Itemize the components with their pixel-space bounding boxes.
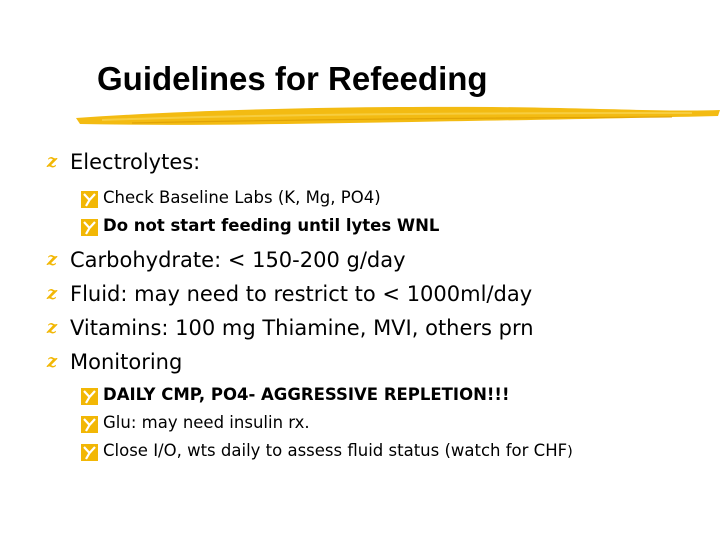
z-bullet-icon: z xyxy=(46,151,58,172)
checkbox-y-bullet-icon xyxy=(81,219,98,236)
sub-bullet-daily-cmp xyxy=(103,385,509,404)
bullet-text: Fluid: may need to restrict to < 1000ml/day xyxy=(70,282,533,306)
sub-bullet-text: DAILY CMP, PO4- AGGRESSIVE REPLETION!!! xyxy=(103,385,510,404)
checkbox-y-bullet-icon xyxy=(81,444,98,461)
bullet-carbohydrate xyxy=(46,248,406,272)
closing-parenthesis: ) xyxy=(567,444,573,460)
bullet-text: Electrolytes: xyxy=(70,150,201,174)
bullet-monitoring xyxy=(46,350,183,374)
z-bullet-icon: z xyxy=(46,249,58,270)
sub-bullet-glu xyxy=(103,413,310,432)
bullet-text: Vitamins: 100 mg Thiamine, MVI, others prn xyxy=(70,316,534,340)
bullet-electrolytes xyxy=(46,150,201,174)
bullet-text: Carbohydrate: < 150-200 g/day xyxy=(70,248,406,272)
sub-bullet-do-not-start xyxy=(103,216,439,235)
checkbox-y-bullet-icon xyxy=(81,388,98,405)
checkbox-y-bullet-icon xyxy=(81,191,98,208)
sub-bullet-text: Do not start feeding until lytes WNL xyxy=(103,216,440,235)
z-bullet-icon: z xyxy=(46,351,58,372)
sub-bullet-close-io xyxy=(103,441,573,460)
sub-bullet-text: Check Baseline Labs (K, Mg, PO4) xyxy=(103,188,381,207)
bullet-text: Monitoring xyxy=(70,350,183,374)
bullet-vitamins xyxy=(46,316,534,340)
sub-bullet-text: Close I/O, wts daily to assess fluid status (watch for CHF xyxy=(103,441,568,460)
z-bullet-icon: z xyxy=(46,317,58,338)
bullet-fluid xyxy=(46,282,533,306)
title-underline-brushstroke xyxy=(72,100,720,132)
checkbox-y-bullet-icon xyxy=(81,416,98,433)
sub-bullet-text: Glu: may need insulin rx. xyxy=(103,413,310,432)
sub-bullet-baseline-labs xyxy=(103,188,381,207)
z-bullet-icon: z xyxy=(46,283,58,304)
slide-title: Guidelines for Refeeding xyxy=(97,60,488,97)
